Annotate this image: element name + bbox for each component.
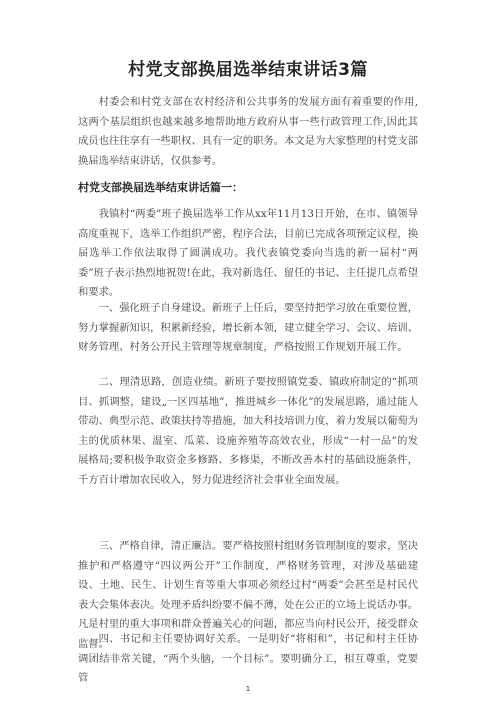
intro-paragraph: 村委会和村党支部在农村经济和公共事务的发展方面有着重要的作用,这两个基层组织也越来越多地帮助地方政府从事一些行政管理工作,因此其成员也往往享有一些职权、具有一定的职务。本文是为大家整理的村党支部换届选举结束讲话，仅供参考。 — [78, 96, 418, 167]
body-paragraph-4: 三、严格自律，清正廉洁。要严格按照村组财务管理制度的要求，坚决推护和严格遵守“四议两公开”工作制度，严格财务管理，对涉及基础建设、土地、民生、计划生育等重大事项必须经过村“两委”会甚至是村民代表大会集体表决。处理矛盾纠纷要不偏不薄，处在公正的立场上说话办事。凡是村里的重大事项和群众普遍关心的问题，都应当向村民公开，接受群众监督。 — [78, 540, 418, 650]
body-paragraph-3: 二、理清思路，创造业绩。新班子要按照镇党委、镇政府制定的“抓项目、抓调整，建设„一区四基地”，推进城乡一体化”的发展思路，通过能人带动、典型示范、政策扶持等措施，加大科技培训力度，着力发展以葡萄为主的优质林果、温室、瓜菜、设施养殖等高效农业，形成“一村一品”的发展格局;要积极争取资金多修路、多修渠，不断改善本村的基础设施条件，千方百计增加农民收入，努力促进经济社会事业全面发展。 — [78, 376, 418, 486]
body-paragraph-2: 一、强化班子自身建设。新班子上任后，要坚持把学习放在重要位置，努力掌握新知识，积累新经验，增长新本领，建立健全学习、会议、培训、财务管理、村务公开民主管理等规章制度，严格按照工作规划开展工作。 — [78, 302, 418, 354]
page-number: 1 — [245, 685, 251, 693]
body-paragraph-1: 我镇村“两委”班子换届选举工作从xx年11月13日开始，在市、镇领导高度重视下，选举工作组织严密，程序合法，目前已完成各项预定议程，换届选举工作依法取得了圆满成功。我代表镇党委向当选的新一届村“两委”班子表示热烈地祝贺!在此，我对新选任、留任的书记、主任提几点希望和要求。 — [78, 208, 418, 299]
document-title: 村党支部换届选举结束讲话3篇 — [128, 60, 368, 80]
body-paragraph-5: 四、书记和主任要协调好关系。一是明好“将相和”，书记和村主任协调团结非常关键，“两个头脑，一个目标”。要明确分工，相互尊重，党要管 — [78, 633, 418, 685]
section-heading: 村党支部换届选举结束讲话篇一： — [78, 181, 243, 194]
